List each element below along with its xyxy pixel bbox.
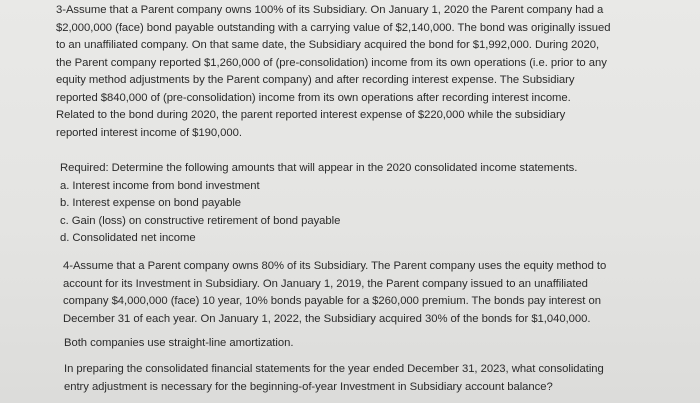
required-item-a: a. Interest income from bond investment xyxy=(60,179,260,192)
amortization-note xyxy=(64,335,293,353)
text-line: reported $840,000 of (pre-consolidation) income from its own operations after recording interest income. xyxy=(56,91,571,104)
text-line: company $4,000,000 (face) 10 year, 10% bonds payable for a $260,000 premium. The bonds pay interest on xyxy=(63,295,601,307)
text-line: 3-Assume that a Parent company owns 100% of its Subsidiary. On January 1, 2020 the Parent company had a xyxy=(56,4,604,16)
required-item-c: c. Gain (loss) on constructive retirement of bond payable xyxy=(60,214,341,227)
text-line: the Parent company reported $1,260,000 of (pre-consolidation) income from its own operations (i.e. prior to any xyxy=(56,56,607,69)
text-line: Related to the bond during 2020, the parent reported interest expense of $220,000 while the subsidiary xyxy=(56,109,566,121)
question-4-question xyxy=(64,361,604,396)
required-item-d: d. Consolidated net income xyxy=(60,232,196,244)
required-item-b: b. Interest expense on bond payable xyxy=(60,197,242,209)
text-line: 4-Assume that a Parent company owns 80% of its Subsidiary. The Parent company uses the equity method to xyxy=(63,260,607,272)
required-heading: Required: Determine the following amounts that will appear in the 2020 consolidated income statements. xyxy=(60,162,578,174)
question-4-paragraph xyxy=(63,258,606,328)
text-line: reported interest income of $190,000. xyxy=(56,126,242,139)
text-line: Both companies use straight-line amortization. xyxy=(64,337,294,349)
text-line: account for its Investment in Subsidiary. On January 1, 2019, the Parent company issued to an unaffiliated xyxy=(63,277,588,290)
text-line: $2,000,000 (face) bond payable outstanding with a carrying value of $2,140,000. The bond was originally issued xyxy=(56,21,611,34)
question-3-required xyxy=(60,160,577,248)
text-line: to an unaffiliated company. On that same date, the Subsidiary acquired the bond for $1,992,000. During 2020, xyxy=(56,39,600,51)
text-line: In preparing the consolidated financial statements for the year ended December 31, 2023, what consolidating xyxy=(64,363,604,375)
text-line: entry adjustment is necessary for the beginning-of-year Investment in Subsidiary account balance? xyxy=(64,380,553,393)
text-line: equity method adjustments by the Parent company) and after recording interest expense. The Subsidiary xyxy=(56,74,575,86)
question-3-paragraph xyxy=(56,2,611,142)
text-line: December 31 of each year. On January 1, 2022, the Subsidiary acquired 30% of the bonds for $1,040,000. xyxy=(63,312,591,325)
